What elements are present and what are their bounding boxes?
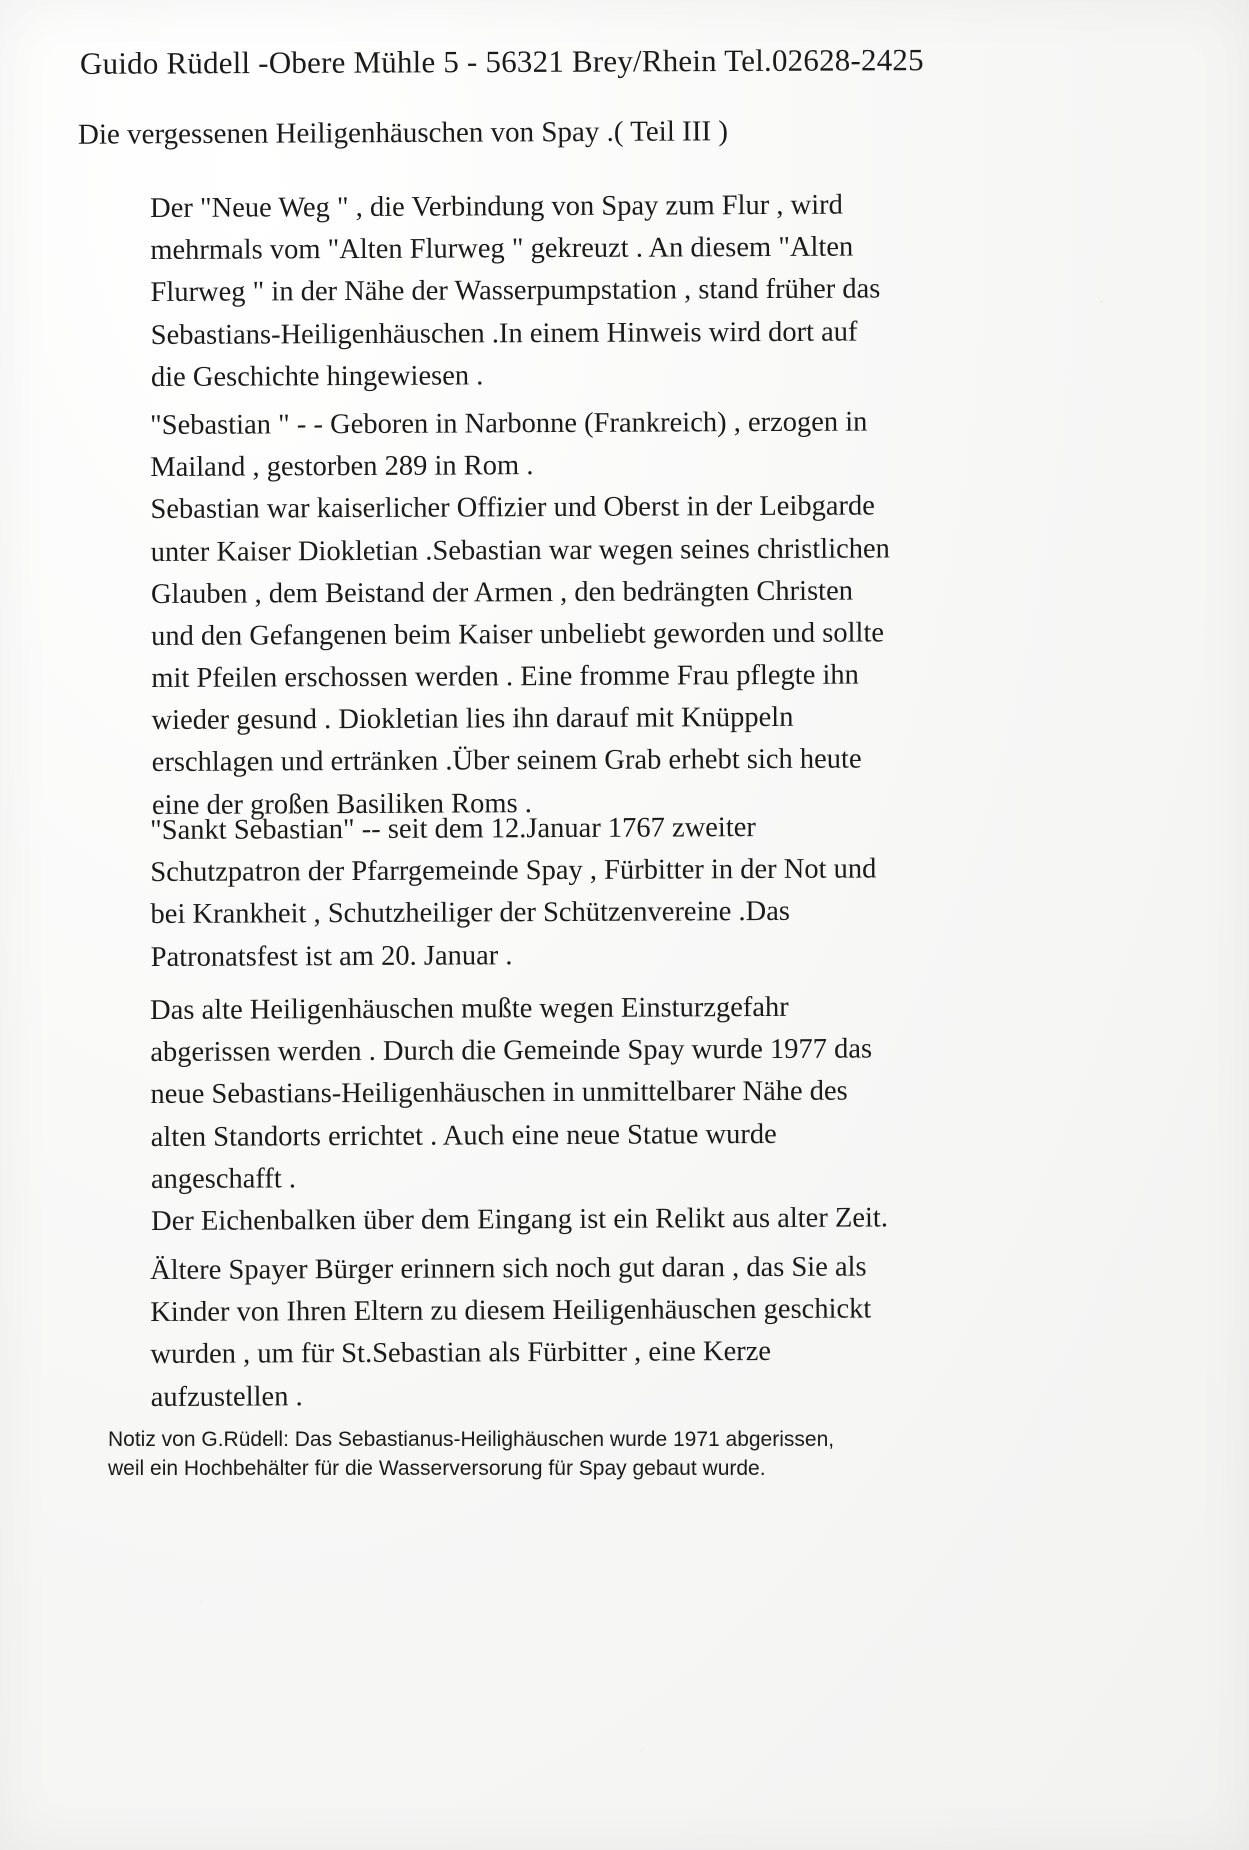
paragraph-line: erschlagen und ertränken .Über seinem Grab erhebt sich heute [151,743,862,779]
footnote-line: Notiz von G.Rüdell: Das Sebastianus-Heilighäuschen wurde 1971 abgerissen, [108,1428,835,1451]
paragraph-line: abgerissen werden . Durch die Gemeinde Spay wurde 1977 das [150,1033,873,1069]
paper-speck [640,1750,642,1752]
paragraph-line: unter Kaiser Diokletian .Sebastian war wegen seines christlichen [150,532,890,568]
paragraph-line: "Sankt Sebastian" -- seit dem 12.Januar 1767 zweiter [150,812,756,846]
paragraph-line: wurden , um für St.Sebastian als Fürbitter , eine Kerze [150,1336,772,1371]
paragraph-line: alten Standorts errichtet . Auch eine neue Statue wurde [150,1118,777,1153]
paragraph-line: mit Pfeilen erschossen werden . Eine fromme Frau pflegte ihn [151,659,859,695]
paragraph-line: Kinder von Ihren Eltern zu diesem Heiligenhäuschen geschickt [150,1293,872,1329]
paragraph-line: und den Gefangenen beim Kaiser unbeliebt geworden und sollte [151,617,885,652]
paragraph-line: die Geschichte hingewiesen . [150,360,484,393]
paragraph-line: Mailand , gestorben 289 in Rom . [150,450,534,484]
paragraph-sebastian-vita [150,405,1154,853]
paragraph-line: eine der großen Basiliken Roms . [151,787,532,821]
paragraph-neubau-1977 [150,990,1154,1269]
paragraph-line: Der Eichenbalken über dem Eingang ist ein Relikt aus alter Zeit. [151,1202,889,1237]
paragraph-line: wieder gesund . Diokletian lies ihn darauf mit Knüppeln [151,702,794,737]
paragraph-line: Patronatsfest ist am 20. Januar . [150,939,513,973]
paragraph-line: Das alte Heiligenhäuschen mußte wegen Einsturzgefahr [150,991,789,1026]
paragraph-line: Der "Neue Weg " , die Verbindung von Spay zum Flur , wird [150,189,843,224]
paper-speck [200,1600,202,1602]
paragraph-line: mehrmals vom "Alten Flurweg " gekreuzt . An diesem "Alten [150,231,854,267]
paragraph-line: Glauben , dem Beistand der Armen , den bedrängten Christen [150,575,854,610]
paragraph-line: angeschafft . [150,1162,297,1195]
paragraph-line: bei Krankheit , Schutzheiliger der Schützenvereine .Das [150,896,791,931]
paragraph-line: Flurweg " in der Nähe der Wasserpumpstation , stand früher das [150,273,881,309]
paragraph-line: "Sebastian " - - Geboren in Narbonne (Frankreich) , erzogen in [150,406,868,441]
paragraph-line: aufzustellen . [150,1380,303,1413]
paragraph-erinnerungen [150,1250,1154,1445]
paragraph-line: neue Sebastians-Heiligenhäuschen in unmittelbarer Nähe des [150,1075,848,1111]
paragraph-sankt-sebastian-patron [150,810,1154,1005]
paragraph-line: Schutzpatron der Pfarrgemeinde Spay , Fürbitter in der Not und [150,853,877,889]
footnote-line: weil ein Hochbehälter für die Wasserversorung für Spay gebaut wurde. [108,1457,766,1481]
document-header-address: Guido Rüdell -Obere Mühle 5 - 56321 Brey/Rhein Tel.02628-2425 [79,42,924,81]
paragraph-line: Sebastians-Heiligenhäuschen .In einem Hinweis wird dort auf [150,316,858,351]
paragraph-line: Sebastian war kaiserlicher Offizier und Oberst in der Leibgarde [150,490,875,526]
page-title: Die vergessenen Heiligenhäuschen von Spay .( Teil III ) [77,115,729,151]
footnote-note [108,1425,1149,1484]
paragraph-neuer-weg [150,188,1154,425]
paragraph-line: Ältere Spayer Bürger erinnern sich noch gut daran , das Sie als [150,1251,867,1286]
